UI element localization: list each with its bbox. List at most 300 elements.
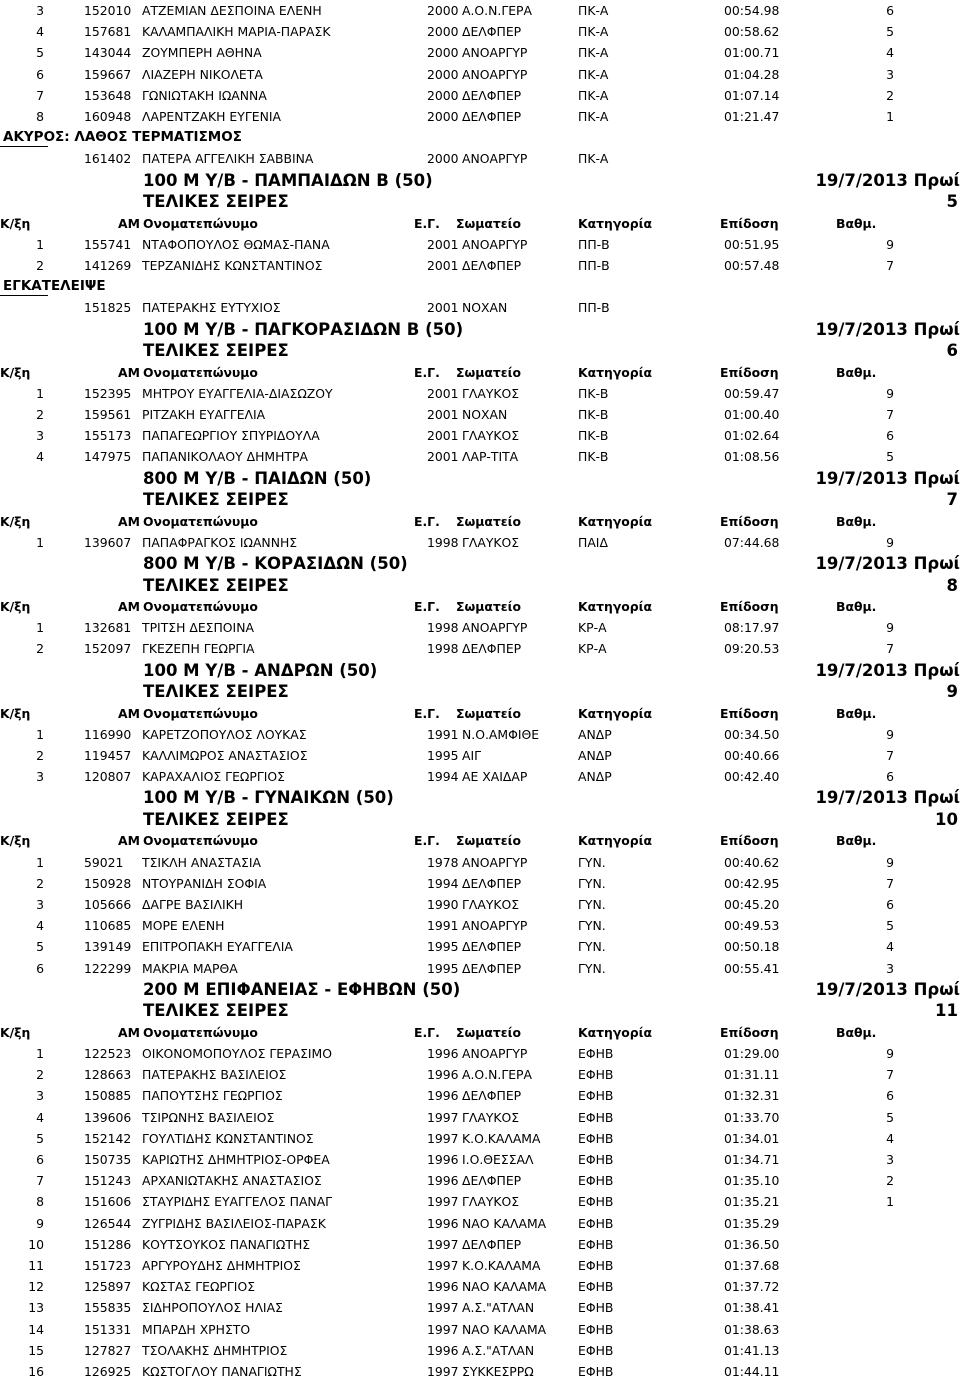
cell-time: 01:21.47 — [724, 109, 780, 124]
cell-club: ΔΕΛΦΠΕΡ — [462, 109, 522, 124]
cell-time: 09:20.53 — [724, 641, 780, 657]
cell-cat: ΕΦΗΒ — [578, 1215, 614, 1231]
cell-rank: 9 — [36, 1215, 44, 1231]
cell-rank: 15 — [28, 1342, 44, 1358]
cell-pts: 3 — [886, 960, 894, 976]
status-underline — [0, 146, 48, 147]
cell-time: 07:44.68 — [724, 534, 780, 550]
cell-club: ΓΛΑΥΚΟΣ — [462, 1194, 520, 1210]
cell-time: 01:37.72 — [724, 1279, 780, 1295]
header-cat: Κατηγορία — [578, 513, 653, 529]
cell-club: ΓΛΑΥΚΟΣ — [462, 1109, 520, 1125]
header-club: Σωματείο — [456, 705, 522, 721]
cell-am: 126925 — [84, 1364, 132, 1379]
cell-name: ΛΙΑΖΕΡΗ ΝΙΚΟΛΕΤΑ — [142, 66, 263, 82]
table-row — [0, 638, 960, 659]
cell-pts: 7 — [886, 407, 894, 422]
cell-am: 59021 — [84, 854, 124, 870]
cell-rank: 2 — [36, 1067, 44, 1083]
cell-club: Α.Σ."ΑΤΛΑΝ — [462, 1342, 535, 1358]
event-number: 9 — [946, 682, 958, 702]
cell-rank: 2 — [36, 748, 44, 763]
cell-cat: ΠΚ-Α — [578, 24, 609, 40]
table-row — [0, 106, 960, 127]
header-cat: Κατηγορία — [578, 599, 653, 614]
table-header-row — [0, 1022, 960, 1043]
cell-rank: 1 — [36, 1046, 44, 1061]
event-subtitle: ΤΕΛΙΚΕΣ ΣΕΙΡΕΣ — [143, 341, 289, 361]
cell-am: 116990 — [84, 726, 132, 742]
cell-cat: ΑΝΔΡ — [578, 769, 612, 785]
event-title: 100 Μ Υ/Β - ΠΑΜΠΑΙΔΩΝ Β (50) — [143, 170, 433, 190]
cell-cat: ΠΚ-Β — [578, 385, 609, 401]
cell-club: ΔΕΛΦΠΕΡ — [462, 939, 522, 955]
cell-club: Ν.Ο.ΑΜΦΙΘΕ — [462, 726, 540, 742]
header-am: ΑΜ — [118, 705, 140, 721]
cell-rank: 5 — [36, 45, 44, 61]
table-row — [0, 425, 960, 446]
cell-club: ΑΝΟΑΡΓΥΡ — [462, 151, 528, 167]
header-am: ΑΜ — [118, 833, 140, 849]
cell-rank: 3 — [36, 3, 44, 18]
header-am: ΑΜ — [118, 364, 140, 380]
header-year: Ε.Γ. — [414, 513, 440, 529]
cell-cat: ΓΥΝ. — [578, 918, 606, 934]
cell-name: ΚΑΡΙΩΤΗΣ ΔΗΜΗΤΡΙΟΣ-ΟΡΦΕΑ — [142, 1152, 330, 1167]
header-time: Επίδοση — [720, 1024, 779, 1040]
cell-club: ΝΟΧΑΝ — [462, 407, 508, 422]
cell-name: ΑΡΓΥΡΟΥΔΗΣ ΔΗΜΗΤΡΙΟΣ — [142, 1258, 301, 1273]
cell-club: Α.Ο.Ν.ΓΕΡΑ — [462, 1067, 532, 1083]
header-club: Σωματείο — [456, 1024, 522, 1040]
cell-am: 155173 — [84, 428, 132, 444]
cell-am: 150735 — [84, 1152, 132, 1167]
cell-time: 00:42.95 — [724, 875, 780, 891]
cell-cat: ΕΦΗΒ — [578, 1130, 614, 1146]
cell-pts: 6 — [886, 3, 894, 18]
cell-year: 1996 — [427, 1088, 459, 1104]
table-row — [0, 1149, 960, 1170]
cell-year: 2001 — [427, 449, 459, 465]
event-number: 11 — [935, 1001, 958, 1021]
cell-time: 08:17.97 — [724, 620, 780, 636]
header-name: Ονοματεπώνυμο — [143, 513, 258, 529]
cell-name: ΓΩΝΙΩΤΑΚΗ ΙΩΑΝΝΑ — [142, 87, 267, 103]
header-name: Ονοματεπώνυμο — [143, 1024, 258, 1040]
status-label: ΑΚΥΡΟΣ: ΛΑΘΟΣ ΤΕΡΜΑΤΙΣΜΟΣ — [3, 129, 242, 146]
event-number: 7 — [946, 490, 958, 510]
cell-club: ΔΕΛΦΠΕΡ — [462, 258, 522, 273]
event-title: 100 Μ Υ/Β - ΠΑΓΚΟΡΑΣΙΔΩΝ Β (50) — [143, 319, 464, 339]
cell-rank: 3 — [36, 769, 44, 785]
header-cat: Κατηγορία — [578, 215, 653, 231]
cell-am: 105666 — [84, 897, 132, 912]
cell-am: 139606 — [84, 1109, 132, 1125]
header-name: Ονοματεπώνυμο — [143, 705, 258, 721]
cell-name: ΚΩΣΤΟΓΛΟΥ ΠΑΝΑΓΙΩΤΗΣ — [142, 1364, 302, 1379]
table-row — [0, 383, 960, 404]
cell-pts: 9 — [886, 854, 894, 870]
cell-name: ΚΩΣΤΑΣ ΓΕΩΡΓΙΟΣ — [142, 1279, 256, 1295]
cell-time: 01:00.40 — [724, 407, 780, 422]
cell-time: 01:02.64 — [724, 428, 780, 444]
table-row — [0, 1128, 960, 1149]
header-pts: Βαθμ. — [836, 513, 877, 529]
table-row — [0, 1340, 960, 1361]
cell-time: 00:42.40 — [724, 769, 780, 785]
event-date: 19/7/2013 Πρωί — [815, 660, 960, 680]
cell-club: ΝΟΧΑΝ — [462, 300, 508, 316]
table-row — [0, 234, 960, 255]
cell-am: 159667 — [84, 66, 132, 82]
cell-pts: 9 — [886, 620, 894, 636]
event-date: 19/7/2013 Πρωί — [815, 170, 960, 190]
cell-club: Κ.Ο.ΚΑΛΑΜΑ — [462, 1130, 541, 1146]
header-name: Ονοματεπώνυμο — [143, 599, 258, 614]
cell-name: ΑΡΧΑΝΙΩΤΑΚΗΣ ΑΝΑΣΤΑΣΙΟΣ — [142, 1173, 322, 1189]
cell-club: Κ.Ο.ΚΑΛΑΜΑ — [462, 1258, 541, 1273]
cell-club: ΔΕΛΦΠΕΡ — [462, 24, 522, 40]
table-row — [0, 1276, 960, 1297]
cell-rank: 1 — [36, 534, 44, 550]
table-row — [0, 915, 960, 936]
cell-rank: 2 — [36, 641, 44, 657]
cell-cat: ΕΦΗΒ — [578, 1258, 614, 1273]
cell-club: ΑΝΟΑΡΓΥΡ — [462, 918, 528, 934]
cell-cat: ΕΦΗΒ — [578, 1321, 614, 1337]
cell-year: 2000 — [427, 151, 459, 167]
cell-pts: 5 — [886, 24, 894, 40]
cell-pts: 4 — [886, 45, 894, 61]
cell-rank: 1 — [36, 854, 44, 870]
cell-club: ΑΝΟΑΡΓΥΡ — [462, 66, 528, 82]
header-time: Επίδοση — [720, 364, 779, 380]
table-row — [0, 936, 960, 957]
table-header-row — [0, 830, 960, 851]
cell-name: ΤΣΟΛΑΚΗΣ ΔΗΜΗΤΡΙΟΣ — [142, 1342, 288, 1358]
table-row — [0, 745, 960, 766]
cell-rank: 3 — [36, 897, 44, 912]
cell-cat: ΓΥΝ. — [578, 854, 606, 870]
cell-name: ΠΑΠΑΓΕΩΡΓΙΟΥ ΣΠΥΡΙΔΟΥΛΑ — [142, 428, 320, 444]
cell-rank: 1 — [36, 385, 44, 401]
cell-cat: ΕΦΗΒ — [578, 1109, 614, 1125]
cell-cat: ΕΦΗΒ — [578, 1236, 614, 1252]
table-row — [0, 724, 960, 745]
table-header-row — [0, 596, 960, 617]
cell-time: 01:00.71 — [724, 45, 780, 61]
event-title: 100 Μ Υ/Β - ΓΥΝΑΙΚΩΝ (50) — [143, 788, 394, 808]
cell-time: 00:54.98 — [724, 3, 780, 18]
cell-club: ΑΝΟΑΡΓΥΡ — [462, 45, 528, 61]
cell-year: 1998 — [427, 534, 459, 550]
cell-rank: 7 — [36, 87, 44, 103]
cell-cat: ΠΚ-Β — [578, 428, 609, 444]
header-year: Ε.Γ. — [414, 364, 440, 380]
cell-year: 2000 — [427, 3, 459, 18]
cell-pts: 4 — [886, 939, 894, 955]
cell-am: 139149 — [84, 939, 132, 955]
cell-name: ΜΠΑΡΔΗ ΧΡΗΣΤΟ — [142, 1321, 251, 1337]
cell-year: 1996 — [427, 1046, 459, 1061]
cell-club: ΝΑΟ ΚΑΛΑΜΑ — [462, 1321, 547, 1337]
cell-name: ΚΑΡΑΧΑΛΙΟΣ ΓΕΩΡΓΙΟΣ — [142, 769, 285, 785]
cell-club: ΣΥΚΚΕΣΡΡΩ — [462, 1364, 534, 1379]
cell-club: ΝΑΟ ΚΑΛΑΜΑ — [462, 1279, 547, 1295]
table-header-row — [0, 703, 960, 724]
cell-name: ΓΚΕΖΕΠΗ ΓΕΩΡΓΙΑ — [142, 641, 255, 657]
table-row — [0, 1170, 960, 1191]
table-row — [0, 1297, 960, 1318]
cell-am: 139607 — [84, 534, 132, 550]
cell-rank: 16 — [28, 1364, 44, 1379]
header-pts: Βαθμ. — [836, 215, 877, 231]
cell-year: 2000 — [427, 66, 459, 82]
event-date: 19/7/2013 Πρωί — [815, 554, 960, 573]
event-number: 8 — [946, 575, 958, 595]
cell-cat: ΕΦΗΒ — [578, 1173, 614, 1189]
cell-pts: 6 — [886, 769, 894, 785]
cell-am: 151825 — [84, 300, 132, 316]
cell-cat: ΕΦΗΒ — [578, 1364, 614, 1379]
cell-time: 00:55.41 — [724, 960, 780, 976]
cell-pts: 7 — [886, 641, 894, 657]
header-pts: Βαθμ. — [836, 833, 877, 849]
cell-name: ΓΟΥΛΤΙΔΗΣ ΚΩΝΣΤΑΝΤΙΝΟΣ — [142, 1130, 314, 1146]
cell-year: 2001 — [427, 428, 459, 444]
header-time: Επίδοση — [720, 513, 779, 529]
cell-pts: 2 — [886, 1173, 894, 1189]
cell-time: 00:34.50 — [724, 726, 780, 742]
header-time: Επίδοση — [720, 215, 779, 231]
cell-rank: 5 — [36, 1130, 44, 1146]
cell-time: 01:32.31 — [724, 1088, 780, 1104]
table-row — [0, 85, 960, 106]
cell-time: 01:38.63 — [724, 1321, 780, 1337]
header-club: Σωματείο — [456, 599, 522, 614]
cell-am: 153648 — [84, 87, 132, 103]
cell-year: 2001 — [427, 236, 459, 252]
cell-year: 1998 — [427, 641, 459, 657]
cell-year: 1997 — [427, 1321, 459, 1337]
table-row — [0, 1107, 960, 1128]
cell-club: ΔΕΛΦΠΕΡ — [462, 641, 522, 657]
cell-pts: 9 — [886, 726, 894, 742]
cell-club: ΑΙΓ — [462, 748, 482, 763]
cell-cat: ΠΚ-Α — [578, 87, 609, 103]
cell-cat: ΠΚ-Α — [578, 3, 609, 18]
cell-pts: 7 — [886, 748, 894, 763]
cell-am: 127827 — [84, 1342, 132, 1358]
cell-club: ΝΑΟ ΚΑΛΑΜΑ — [462, 1215, 547, 1231]
cell-am: 151723 — [84, 1258, 132, 1273]
cell-am: 155741 — [84, 236, 132, 252]
cell-time: 01:34.71 — [724, 1152, 780, 1167]
cell-name: ΔΑΓΡΕ ΒΑΣΙΛΙΚΗ — [142, 897, 244, 912]
cell-club: ΔΕΛΦΠΕΡ — [462, 87, 522, 103]
event-date: 19/7/2013 Πρωί — [815, 468, 960, 488]
table-row — [0, 148, 960, 169]
cell-name: ΠΑΠΟΥΤΣΗΣ ΓΕΩΡΓΙΟΣ — [142, 1088, 283, 1104]
cell-rank: 8 — [36, 109, 44, 124]
cell-club: Α.Ο.Ν.ΓΕΡΑ — [462, 3, 532, 18]
cell-name: ΖΟΥΜΠΕΡΗ ΑΘΗΝΑ — [142, 45, 262, 61]
event-subtitle: ΤΕΛΙΚΕΣ ΣΕΙΡΕΣ — [143, 192, 289, 212]
header-cat: Κατηγορία — [578, 833, 653, 849]
cell-name: ΚΑΛΛΙΜΩΡΟΣ ΑΝΑΣΤΑΣΙΟΣ — [142, 748, 308, 763]
cell-year: 1996 — [427, 1173, 459, 1189]
cell-club: ΓΛΑΥΚΟΣ — [462, 897, 520, 912]
cell-name: ΚΑΡΕΤΖΟΠΟΥΛΟΣ ΛΟΥΚΑΣ — [142, 726, 307, 742]
cell-time: 00:59.47 — [724, 385, 780, 401]
cell-rank: 3 — [36, 428, 44, 444]
event-title: 200 Μ ΕΠΙΦΑΝΕΙΑΣ - ΕΦΗΒΩΝ (50) — [143, 979, 461, 999]
cell-cat: ΑΝΔΡ — [578, 748, 612, 763]
event-title: 800 Μ Υ/Β - ΚΟΡΑΣΙΔΩΝ (50) — [143, 554, 408, 573]
cell-rank: 6 — [36, 66, 44, 82]
cell-name: ΣΙΔΗΡΟΠΟΥΛΟΣ ΗΛΙΑΣ — [142, 1300, 283, 1316]
cell-rank: 4 — [36, 918, 44, 934]
event-subtitle: ΤΕΛΙΚΕΣ ΣΕΙΡΕΣ — [143, 682, 289, 702]
table-row — [0, 1043, 960, 1064]
cell-time: 01:35.21 — [724, 1194, 780, 1210]
cell-cat: ΓΥΝ. — [578, 897, 606, 912]
cell-time: 00:51.95 — [724, 236, 780, 252]
event-subtitle: ΤΕΛΙΚΕΣ ΣΕΙΡΕΣ — [143, 1001, 289, 1021]
cell-pts: 2 — [886, 87, 894, 103]
table-row — [0, 617, 960, 638]
cell-time: 00:40.62 — [724, 854, 780, 870]
cell-name: ΜΑΚΡΙΑ ΜΑΡΘΑ — [142, 960, 238, 976]
cell-year: 1994 — [427, 875, 459, 891]
cell-am: 150928 — [84, 875, 132, 891]
cell-cat: ΠΠ-Β — [578, 300, 610, 316]
cell-year: 2000 — [427, 87, 459, 103]
header-pts: Βαθμ. — [836, 1024, 877, 1040]
cell-am: 151286 — [84, 1236, 132, 1252]
cell-am: 141269 — [84, 258, 132, 273]
cell-club: ΔΕΛΦΠΕΡ — [462, 960, 522, 976]
cell-pts: 9 — [886, 534, 894, 550]
cell-club: ΑΝΟΑΡΓΥΡ — [462, 1046, 528, 1061]
cell-year: 1990 — [427, 897, 459, 912]
cell-name: ΠΑΤΕΡΑ ΑΓΓΕΛΙΚΗ ΣΑΒΒΙΝΑ — [142, 151, 314, 167]
cell-name: ΤΣΙΚΛΗ ΑΝΑΣΤΑΣΙΑ — [142, 854, 261, 870]
cell-time: 00:57.48 — [724, 258, 780, 273]
cell-club: ΑΕ ΧΑΙΔΑΡ — [462, 769, 528, 785]
cell-club: ΔΕΛΦΠΕΡ — [462, 1173, 522, 1189]
cell-pts: 7 — [886, 258, 894, 273]
cell-am: 119457 — [84, 748, 132, 763]
cell-am: 150885 — [84, 1088, 132, 1104]
cell-time: 00:50.18 — [724, 939, 780, 955]
table-row — [0, 1213, 960, 1234]
cell-year: 2001 — [427, 407, 459, 422]
header-rank: Κ/ξη — [0, 1024, 31, 1040]
cell-am: 143044 — [84, 45, 132, 61]
event-number: 6 — [946, 341, 958, 361]
cell-pts: 7 — [886, 1067, 894, 1083]
cell-time: 01:37.68 — [724, 1258, 780, 1273]
cell-club: ΓΛΑΥΚΟΣ — [462, 385, 520, 401]
table-header-row — [0, 511, 960, 532]
cell-am: 147975 — [84, 449, 132, 465]
cell-name: ΠΑΤΕΡΑΚΗΣ ΕΥΤΥΧΙΟΣ — [142, 300, 281, 316]
cell-am: 152010 — [84, 3, 132, 18]
table-row — [0, 1191, 960, 1212]
cell-year: 2000 — [427, 109, 459, 124]
header-rank: Κ/ξη — [0, 364, 31, 380]
cell-rank: 10 — [28, 1236, 44, 1252]
cell-am: 152142 — [84, 1130, 132, 1146]
cell-pts: 9 — [886, 236, 894, 252]
cell-cat: ΠΠ-Β — [578, 236, 610, 252]
cell-year: 1995 — [427, 748, 459, 763]
cell-am: 157681 — [84, 24, 132, 40]
event-subtitle: ΤΕΛΙΚΕΣ ΣΕΙΡΕΣ — [143, 490, 289, 510]
cell-cat: ΓΥΝ. — [578, 939, 606, 955]
cell-time: 01:35.10 — [724, 1173, 780, 1189]
header-club: Σωματείο — [456, 364, 522, 380]
cell-am: 110685 — [84, 918, 132, 934]
cell-club: ΔΕΛΦΠΕΡ — [462, 1236, 522, 1252]
cell-name: ΝΤΟΥΡΑΝΙΔΗ ΣΟΦΙΑ — [142, 875, 267, 891]
table-header-row — [0, 213, 960, 234]
cell-year: 1996 — [427, 1067, 459, 1083]
cell-year: 1991 — [427, 726, 459, 742]
cell-year: 1996 — [427, 1152, 459, 1167]
cell-am: 152097 — [84, 641, 132, 657]
table-row — [0, 958, 960, 979]
table-row — [0, 532, 960, 553]
cell-pts: 3 — [886, 66, 894, 82]
cell-name: ΚΑΛΑΜΠΑΛΙΚΗ ΜΑΡΙΑ-ΠΑΡΑΣΚ — [142, 24, 331, 40]
cell-name: ΖΥΓΡΙΔΗΣ ΒΑΣΙΛΕΙΟΣ-ΠΑΡΑΣΚ — [142, 1215, 326, 1231]
header-am: ΑΜ — [118, 513, 140, 529]
cell-am: 126544 — [84, 1215, 132, 1231]
cell-pts: 9 — [886, 1046, 894, 1061]
cell-club: ΑΝΟΑΡΓΥΡ — [462, 620, 528, 636]
header-year: Ε.Γ. — [414, 599, 440, 614]
cell-am: 151331 — [84, 1321, 132, 1337]
cell-am: 122299 — [84, 960, 132, 976]
event-date: 19/7/2013 Πρωί — [815, 788, 960, 808]
cell-pts: 5 — [886, 1109, 894, 1125]
cell-club: ΛΑΡ-ΤΙΤΑ — [462, 449, 519, 465]
cell-year: 1978 — [427, 854, 459, 870]
header-year: Ε.Γ. — [414, 705, 440, 721]
cell-pts: 6 — [886, 428, 894, 444]
header-time: Επίδοση — [720, 705, 779, 721]
cell-cat: ΚΡ-Α — [578, 620, 607, 636]
cell-rank: 5 — [36, 939, 44, 955]
cell-club: Ι.Ο.ΘΕΣΣΑΛ — [462, 1152, 534, 1167]
cell-cat: ΕΦΗΒ — [578, 1088, 614, 1104]
cell-rank: 4 — [36, 24, 44, 40]
cell-cat: ΓΥΝ. — [578, 960, 606, 976]
header-year: Ε.Γ. — [414, 215, 440, 231]
header-am: ΑΜ — [118, 599, 140, 614]
cell-club: ΓΛΑΥΚΟΣ — [462, 428, 520, 444]
table-row — [0, 1255, 960, 1276]
cell-year: 2001 — [427, 300, 459, 316]
cell-cat: ΠΚ-Α — [578, 66, 609, 82]
cell-cat: ΠΚ-Α — [578, 151, 609, 167]
cell-name: ΛΑΡΕΝΤΖΑΚΗ ΕΥΓΕΝΙΑ — [142, 109, 281, 124]
cell-rank: 2 — [36, 258, 44, 273]
cell-rank: 6 — [36, 1152, 44, 1167]
cell-name: ΠΑΤΕΡΑΚΗΣ ΒΑΣΙΛΕΙΟΣ — [142, 1067, 287, 1083]
